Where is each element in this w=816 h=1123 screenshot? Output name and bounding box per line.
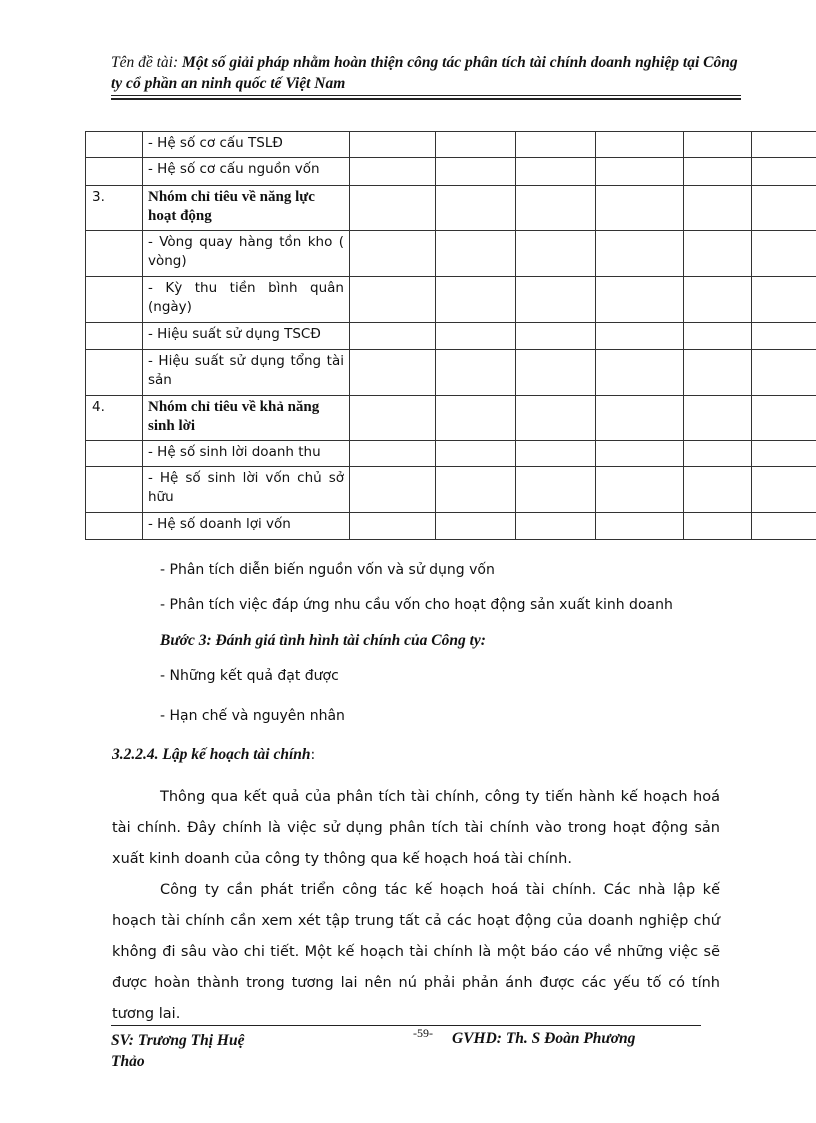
value-cell — [684, 186, 752, 231]
page-number: -59- — [413, 1026, 433, 1040]
value-cell — [436, 231, 516, 277]
value-cell — [436, 323, 516, 350]
value-cell — [516, 158, 596, 186]
value-cell — [596, 467, 684, 513]
value-cell — [684, 132, 752, 158]
value-cell — [752, 350, 816, 396]
advisor-name: GVHD: Th. S Đoàn Phương — [452, 1030, 636, 1047]
table-row — [86, 186, 816, 231]
row-number — [86, 158, 143, 186]
value-cell — [752, 323, 816, 350]
value-cell — [596, 277, 684, 323]
value-cell — [516, 467, 596, 513]
table-row — [86, 441, 816, 467]
table-row — [86, 323, 816, 350]
value-cell — [596, 441, 684, 467]
table-row — [86, 231, 816, 277]
indicator-label: - Hiệu suất sử dụng tổng tài sản — [143, 350, 350, 396]
value-cell — [752, 467, 816, 513]
bullet-limitations: - Hạn chế và nguyên nhân — [160, 708, 345, 724]
student-name: SV: Trương Thị Huệ Thảo — [111, 1032, 245, 1070]
header-rule-thin — [111, 95, 741, 96]
value-cell — [752, 396, 816, 441]
value-cell — [350, 467, 436, 513]
value-cell — [350, 132, 436, 158]
value-cell — [752, 186, 816, 231]
indicator-label: - Hệ số sinh lời vốn chủ sở hữu — [143, 467, 350, 513]
value-cell — [516, 132, 596, 158]
value-cell — [684, 396, 752, 441]
value-cell — [596, 158, 684, 186]
value-cell — [350, 186, 436, 231]
value-cell — [436, 186, 516, 231]
section-title: 3.2.2.4. Lập kế hoạch tài chính — [112, 746, 311, 763]
group-heading: Nhóm chỉ tiêu về năng lực hoạt động — [143, 186, 350, 231]
paragraph-1-text: Thông qua kết quả của phân tích tài chính, công ty tiến hành kế hoạch hoá tài chính. Đây chính là việc sử dụng phân tích tài chính vào trong hoạt động sản xuất kinh doanh của công ty thông qua kế hoạch hoá tài chính. — [112, 789, 720, 867]
indicator-label: - Hệ số sinh lời doanh thu — [143, 441, 350, 467]
indicator-label: - Kỳ thu tiền bình quân (ngày) — [143, 277, 350, 323]
table-row — [86, 513, 816, 540]
paragraph-2 — [112, 875, 720, 1030]
indicator-label: - Hiệu suất sử dụng TSCĐ — [143, 323, 350, 350]
value-cell — [350, 396, 436, 441]
value-cell — [436, 396, 516, 441]
value-cell — [752, 441, 816, 467]
bullet-results: - Những kết quả đạt được — [160, 668, 339, 684]
value-cell — [596, 323, 684, 350]
row-number — [86, 441, 143, 467]
value-cell — [436, 132, 516, 158]
paragraph-1 — [112, 782, 720, 875]
value-cell — [350, 513, 436, 540]
value-cell — [516, 513, 596, 540]
value-cell — [516, 277, 596, 323]
section-colon: : — [310, 747, 316, 763]
value-cell — [596, 186, 684, 231]
value-cell — [596, 350, 684, 396]
bullet-capital-needs: - Phân tích việc đáp ứng nhu cầu vốn cho hoạt động sản xuất kinh doanh — [160, 597, 673, 613]
indicator-label: - Hệ số cơ cấu TSLĐ — [143, 132, 350, 158]
value-cell — [516, 350, 596, 396]
row-number: 4. — [86, 396, 143, 441]
value-cell — [436, 158, 516, 186]
value-cell — [684, 231, 752, 277]
section-heading — [112, 746, 720, 764]
value-cell — [596, 132, 684, 158]
value-cell — [752, 277, 816, 323]
value-cell — [684, 441, 752, 467]
value-cell — [350, 441, 436, 467]
thesis-title: Một số giải pháp nhằm hoàn thiện công tác phân tích tài chính doanh nghiệp tại Công ty cổ phần an ninh quốc tế Việt Nam — [111, 54, 738, 92]
value-cell — [684, 467, 752, 513]
paragraph-2-text: Công ty cần phát triển công tác kế hoạch hoá tài chính. Các nhà lập kế hoạch tài chính cần xem xét tập trung tất cả các hoạt động của doanh nghiệp chứ không đi sâu vào chi tiết. Một kế hoạch tài chính là một báo cáo về những việc sẽ được hoàn thành trong tương lai nên nú phải phản ánh được các yếu tố có tính tương lai. — [112, 882, 720, 1022]
value-cell — [752, 231, 816, 277]
table-row — [86, 467, 816, 513]
value-cell — [752, 158, 816, 186]
value-cell — [684, 513, 752, 540]
value-cell — [596, 513, 684, 540]
value-cell — [596, 396, 684, 441]
row-number — [86, 231, 143, 277]
value-cell — [350, 323, 436, 350]
value-cell — [436, 441, 516, 467]
table-row — [86, 132, 816, 158]
value-cell — [350, 277, 436, 323]
row-number — [86, 513, 143, 540]
indicator-label: - Hệ số cơ cấu nguồn vốn — [143, 158, 350, 186]
value-cell — [684, 158, 752, 186]
row-number — [86, 323, 143, 350]
indicator-table — [85, 131, 816, 540]
value-cell — [596, 231, 684, 277]
value-cell — [684, 350, 752, 396]
header-rule-thick — [111, 98, 741, 100]
table-row — [86, 277, 816, 323]
table-row — [86, 396, 816, 441]
value-cell — [516, 186, 596, 231]
bullet-source-use: - Phân tích diễn biến nguồn vốn và sử dụng vốn — [160, 562, 495, 578]
value-cell — [436, 467, 516, 513]
value-cell — [436, 277, 516, 323]
header-label: Tên đề tài: — [111, 54, 183, 71]
row-number — [86, 350, 143, 396]
value-cell — [684, 277, 752, 323]
table-row — [86, 350, 816, 396]
value-cell — [350, 231, 436, 277]
value-cell — [752, 132, 816, 158]
row-number — [86, 467, 143, 513]
step-3-heading: Bước 3: Đánh giá tình hình tài chính của Công ty: — [160, 632, 486, 649]
value-cell — [516, 396, 596, 441]
footer-rule — [111, 1025, 701, 1026]
value-cell — [436, 350, 516, 396]
page-header — [111, 52, 741, 94]
value-cell — [684, 323, 752, 350]
group-heading: Nhóm chỉ tiêu về khả năng sinh lời — [143, 396, 350, 441]
value-cell — [350, 350, 436, 396]
row-number — [86, 277, 143, 323]
indicator-label: - Vòng quay hàng tồn kho ( vòng) — [143, 231, 350, 277]
value-cell — [516, 441, 596, 467]
value-cell — [516, 231, 596, 277]
row-number: 3. — [86, 186, 143, 231]
value-cell — [436, 513, 516, 540]
row-number — [86, 132, 143, 158]
value-cell — [516, 323, 596, 350]
value-cell — [350, 158, 436, 186]
indicator-label: - Hệ số doanh lợi vốn — [143, 513, 350, 540]
table-row — [86, 158, 816, 186]
value-cell — [752, 513, 816, 540]
